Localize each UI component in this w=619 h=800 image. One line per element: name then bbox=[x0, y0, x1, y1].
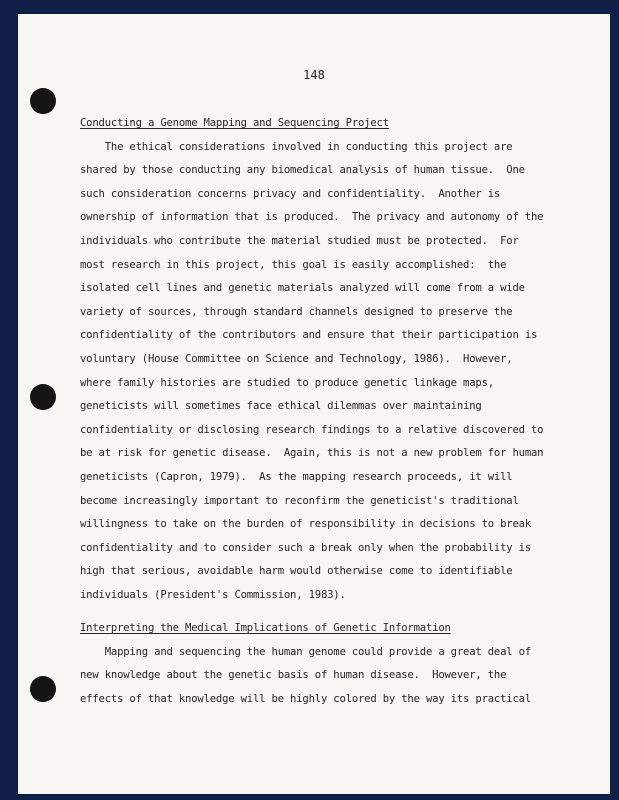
text-line: most research in this project, this goal is easily accomplished: the bbox=[80, 258, 507, 271]
section-ethical-considerations bbox=[80, 112, 586, 607]
text-line: voluntary (House Committee on Science and Technology, 1986). However, bbox=[80, 352, 513, 365]
text-line: ownership of information that is produced. The privacy and autonomy of the bbox=[80, 211, 544, 224]
text-line: geneticists (Capron, 1979). As the mapping research proceeds, it will bbox=[80, 470, 513, 483]
text-line: be at risk for genetic disease. Again, this is not a new problem for human bbox=[80, 447, 544, 460]
text-line: effects of that knowledge will be highly colored by the way its practical bbox=[80, 692, 531, 705]
punch-hole bbox=[30, 384, 56, 410]
text-line: confidentiality or disclosing research findings to a relative discovered to bbox=[80, 423, 544, 436]
text-line: where family histories are studied to produce genetic linkage maps, bbox=[80, 376, 494, 389]
text-line: such consideration concerns privacy and confidentiality. Another is bbox=[80, 187, 501, 200]
section-heading: Conducting a Genome Mapping and Sequencing Project bbox=[80, 117, 389, 129]
text-line: shared by those conducting any biomedical analysis of human tissue. One bbox=[80, 164, 525, 177]
text-line: individuals (President's Commission, 1983). bbox=[80, 588, 346, 601]
section-medical-implications bbox=[80, 617, 586, 711]
text-line: become increasingly important to reconfirm the geneticist's traditional bbox=[80, 494, 519, 507]
text-line: high that serious, avoidable harm would otherwise come to identifiable bbox=[80, 565, 513, 578]
section-heading: Interpreting the Medical Implications of Genetic Information bbox=[80, 622, 451, 634]
text-line: individuals who contribute the material studied must be protected. For bbox=[80, 234, 519, 247]
text-line: variety of sources, through standard channels designed to preserve the bbox=[80, 305, 513, 318]
text-line: new knowledge about the genetic basis of human disease. However, the bbox=[80, 669, 507, 682]
text-line: confidentiality of the contributors and ensure that their participation is bbox=[80, 329, 538, 342]
page-number: 148 bbox=[303, 68, 325, 82]
text-line: The ethical considerations involved in conducting this project are bbox=[80, 140, 513, 153]
text-line: confidentiality and to consider such a break only when the probability is bbox=[80, 541, 531, 554]
document-page bbox=[18, 14, 610, 794]
text-line: geneticists will sometimes face ethical dilemmas over maintaining bbox=[80, 400, 482, 413]
punch-hole bbox=[30, 676, 56, 702]
text-line: isolated cell lines and genetic materials analyzed will come from a wide bbox=[80, 282, 525, 295]
punch-hole bbox=[30, 88, 56, 114]
text-line: Mapping and sequencing the human genome could provide a great deal of bbox=[80, 645, 531, 658]
text-line: willingness to take on the burden of responsibility in decisions to break bbox=[80, 518, 531, 531]
